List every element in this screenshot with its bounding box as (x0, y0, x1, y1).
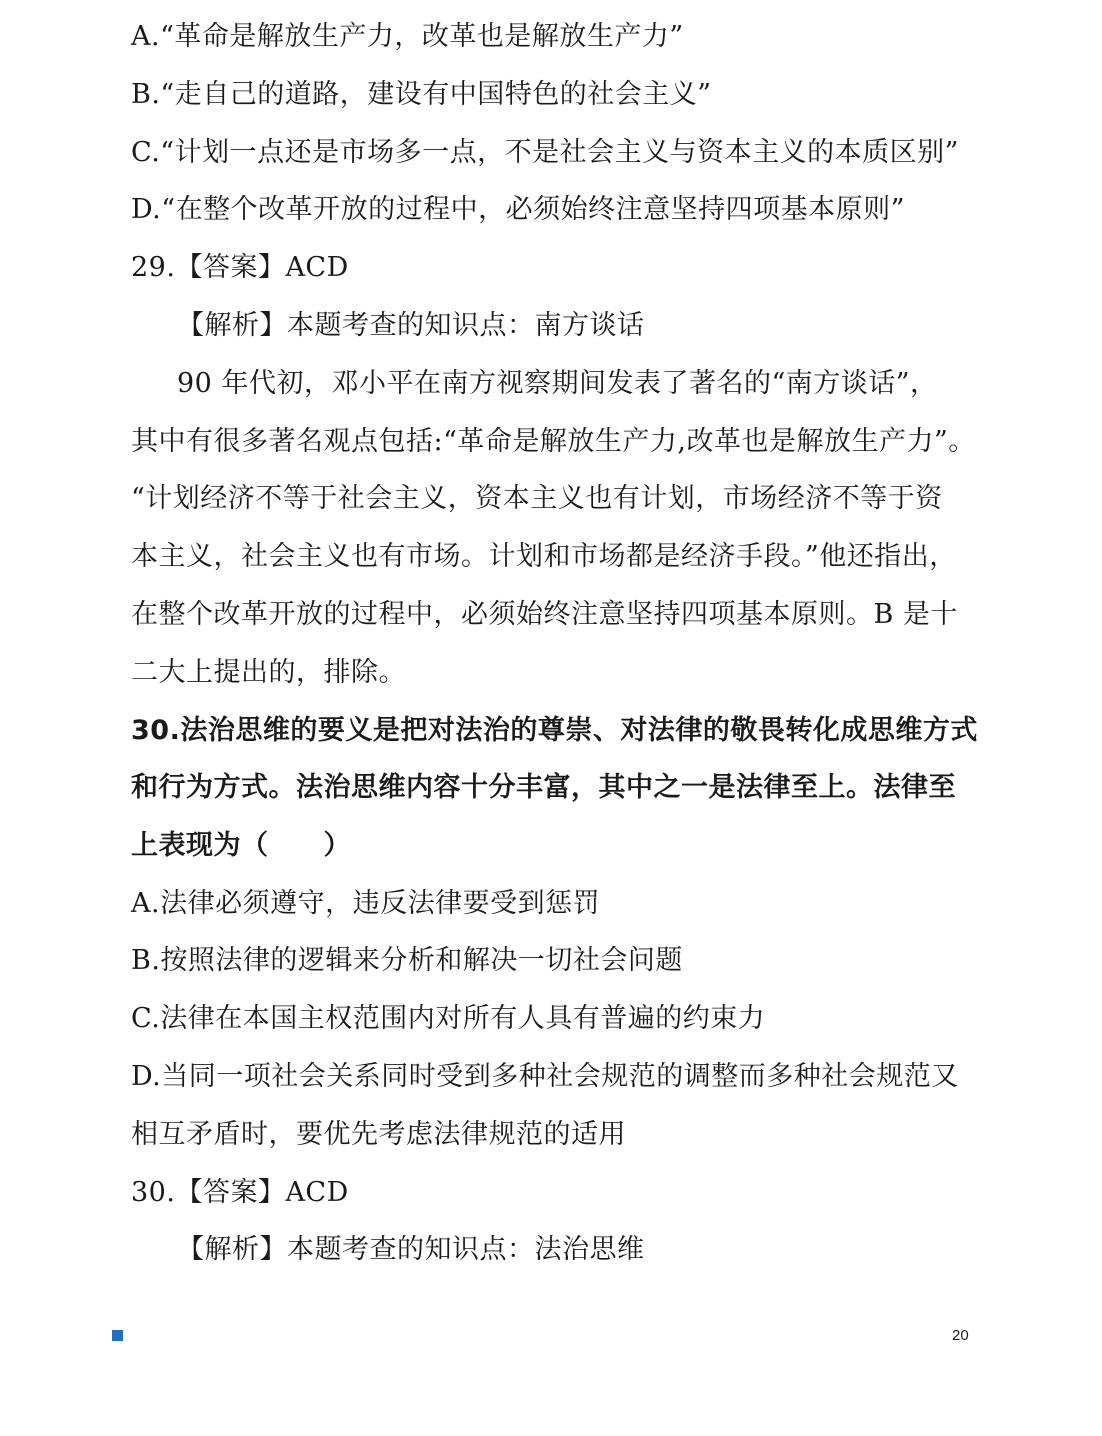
q30-answer: 30.【答案】ACD (131, 1177, 349, 1208)
q29-analysis-line: 其中有很多著名观点包括:“革命是解放生产力,改革也是解放生产力”。 (131, 426, 976, 457)
q29-analysis-line: 二大上提出的，排除。 (131, 657, 406, 688)
page-number: 20 (952, 1327, 969, 1344)
q29-answer: 29.【答案】ACD (131, 252, 349, 283)
q29-analysis-line: 本主义，社会主义也有市场。计划和市场都是经济手段。”他还指出， (131, 541, 957, 572)
q30-option-d: D.当同一项社会关系同时受到多种社会规范的调整而多种社会规范又 (131, 1061, 959, 1092)
q29-analysis-line: 90 年代初，邓小平在南方视察期间发表了著名的“南方谈话”， (177, 368, 938, 399)
q30-option-b: B.按照法律的逻辑来分析和解决一切社会问题 (131, 945, 683, 976)
q29-analysis-title: 【解析】本题考查的知识点：南方谈话 (177, 310, 645, 341)
q30-analysis-title: 【解析】本题考查的知识点：法治思维 (177, 1234, 645, 1265)
q30-option-a: A.法律必须遵守，违反法律要受到惩罚 (131, 888, 601, 919)
q30-option-d-continued: 相互矛盾时，要优先考虑法律规范的适用 (131, 1119, 626, 1150)
q29-analysis-line: 在整个改革开放的过程中，必须始终注意坚持四项基本原则。B 是十 (131, 599, 958, 630)
q30-question-line: 30.法治思维的要义是把对法治的尊崇、对法律的敬畏转化成思维方式 (131, 715, 978, 746)
q30-question-line: 上表现为（ ） (131, 830, 351, 861)
q30-option-c: C.法律在本国主权范围内对所有人具有普遍的约束力 (131, 1003, 766, 1034)
q30-question-line: 和行为方式。法治思维内容十分丰富，其中之一是法律至上。法律至 (131, 772, 956, 803)
q29-option-b: B.“走自己的道路，建设有中国特色的社会主义” (131, 79, 712, 110)
q29-option-c: C.“计划一点还是市场多一点，不是社会主义与资本主义的本质区别” (131, 137, 959, 168)
q29-option-a: A.“革命是解放生产力，改革也是解放生产力” (131, 21, 684, 52)
q29-analysis-line: “计划经济不等于社会主义，资本主义也有计划，市场经济不等于资 (131, 483, 943, 514)
q29-option-d: D.“在整个改革开放的过程中，必须始终注意坚持四项基本原则” (131, 194, 905, 225)
footer-square-icon (112, 1330, 123, 1341)
